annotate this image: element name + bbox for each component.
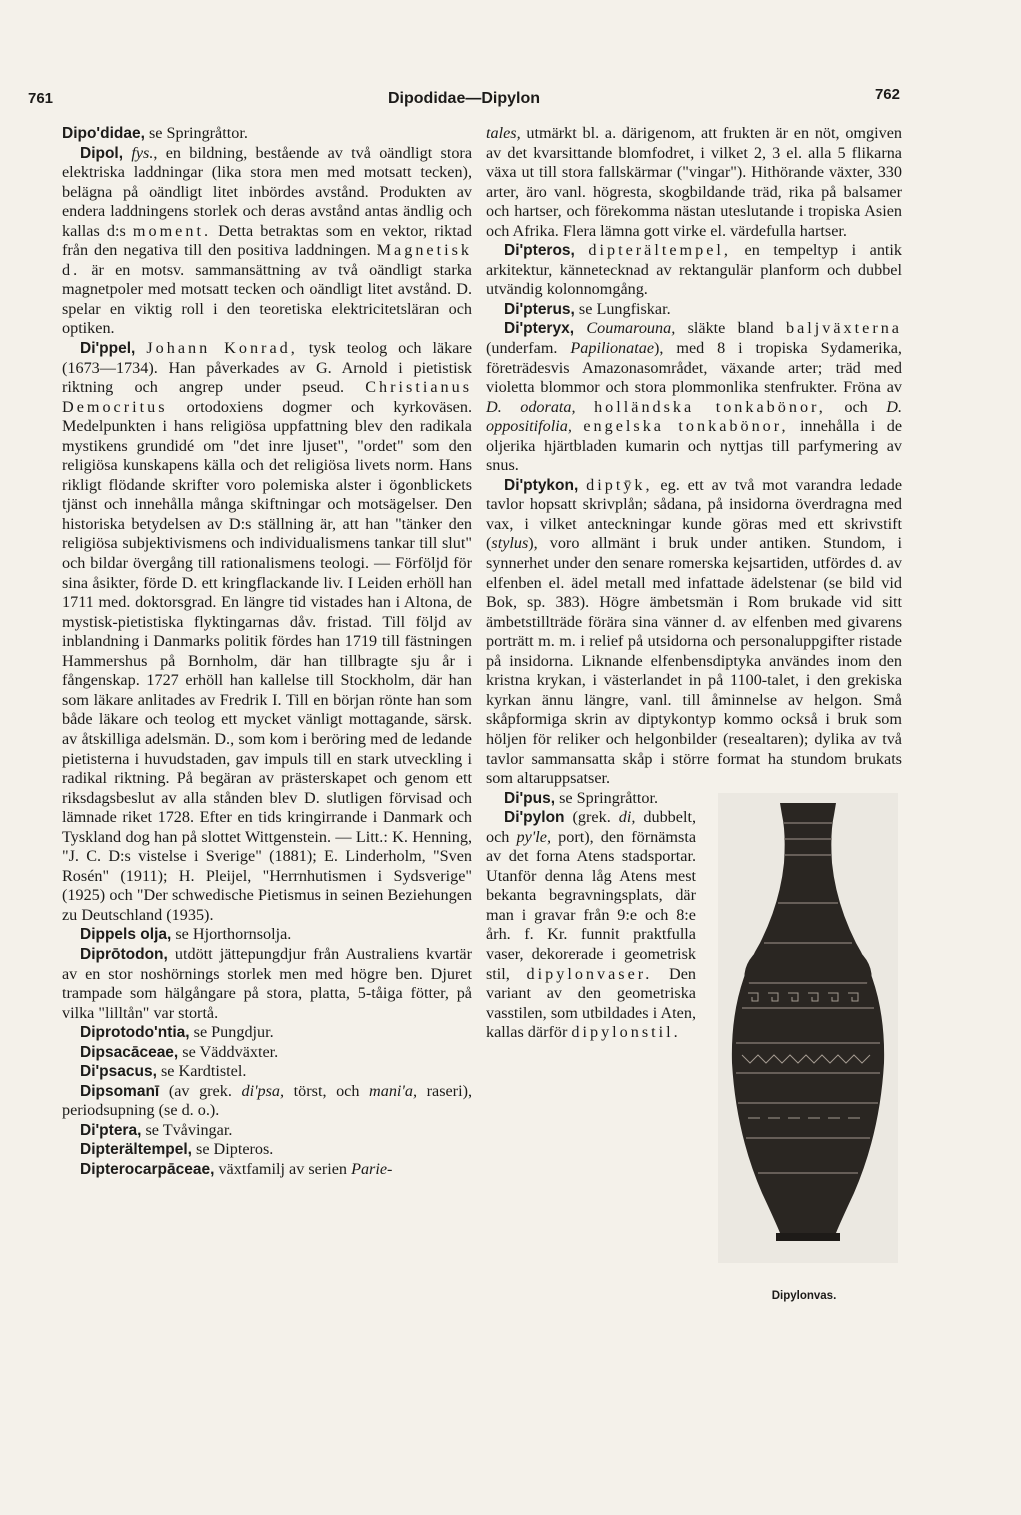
entry-dipterus: Di'pterus, se Lungfiskar.: [504, 299, 671, 318]
headword: Di'pteryx,: [504, 320, 575, 338]
entry-dipterocarpaceae-cont: tales, utmärkt bl. a. därigenom, att frukten är en nöt, omgiven av det kvarsittande blomfodret, i vilket 2, 3 el. alla 5 flikarna växa ut till stora fallskärmar ("vingar"). Hithörande växter, 330 arter, äro vanl. högresta, skogbildande träd, rika på balsamer och hartser, och förekomma nästan uteslutande i tropiska Asien och Afrika. Flera lämna gott virke el. värdefulla hartser.: [486, 124, 902, 240]
page-number-left: 761: [28, 90, 54, 107]
entry-diprotodontia: Diprotodo'ntia, se Pungdjur.: [80, 1023, 274, 1042]
page-header: [28, 86, 900, 118]
entry-dipylon: Di'pylon (grek. di, dubbelt, och py'le, port), den förnämsta av det forna Atens stadsportar. Utanför denna låg Atens mest bekanta begravningsplats, där man i gravar från 9:e och 8:e årh. f. Kr. funnit praktfulla vaser, dekorerade i geometrisk stil, dipylonvaser. Den variant av den geometriska vasstilen, som utbildades i Aten, kallas därför dipylonstil.: [486, 808, 696, 1042]
entry-diptera: Di'ptera, se Tvåvingar.: [80, 1120, 233, 1139]
headword: Di'pterus,: [504, 300, 575, 318]
headword: Di'ptera,: [80, 1121, 142, 1139]
entry-dipol: Dipol, fys., en bildning, bestående av två oändligt stora elektriska laddningar (lika stora men med motsatt tecken), belägna på oändligt litet inbördes avstånd. Produkten av endera laddningens storlek och deras avstånd antas ändlig och kallas d:s moment. Detta betraktas som en vektor, riktad från den negativa till den positiva laddningen. Magnetisk d. är en motsv. sammansättning av två oändligt starka magnetpoler med motsatt tecken och oändligt litet avstånd. D. spelar en viktig roll i den teoretiska elektricitetsläran och optiken.: [62, 143, 472, 338]
entry-dipsacaceae: Dipsacāceae, se Väddväxter.: [80, 1042, 279, 1061]
entry-dipodidae: Dipo'didae, se Springråttor.: [62, 124, 248, 142]
headword: Dipterocarpāceae,: [80, 1160, 215, 1178]
entry-dipteros: Di'pteros, dipterältempel, en tempeltyp i antik arkitektur, kännetecknad av rektangulär planform och dubbel utvändig kolonnomgång.: [486, 241, 902, 299]
headword: Di'ptykon,: [504, 476, 579, 494]
headword: Di'ppel,: [80, 340, 136, 358]
running-title: Dipodidae—Dipylon: [388, 90, 540, 107]
vase-illustration: [718, 793, 898, 1263]
entry-dipus: Di'pus, se Springråttor.: [504, 788, 659, 807]
headword: Di'pus,: [504, 789, 556, 807]
entry-dipsomani: Dipsomanī (av grek. di'psa, törst, och mani'a, raseri), periodsupning (se d. o.).: [62, 1081, 473, 1120]
entry-diptykon: Di'ptykon, diptȳk, eg. ett av två mot varandra ledade tavlor hopsatt skrivplån; sådana, på insidorna överdragna med vax, i vilket anteckningar kunde göras med ett skrivstift (stylus), voro allmänt i bruk under antiken. Stundom, i synnerhet under den senare romerska kejsartiden, utfördes d. av elfenben el. ädel metall med infattade ädelstenar (se bild vid Bok, sp. 383). Högre ämbetsmän i Rom brukade vid sitt ämbetstillträde förära sina vänner d. av elfenben med givarens porträtt m. m. i relief på utsidorna och personaluppgifter ristade på insidorna. Liknande elfenbensdiptyka användes inom den kristna krykan, i västerlandet in på 1100-talet, i den grekiska kyrkan ännu längre, vanl. till åminnelse av helgon. Små skåpformiga skrin av diptykontyp kommo också i bruk som höljen för reliker och helgonbilder (resealtaren); dylika av två tavlor sammansatta skåp i större format ha stundom brukats som altaruppsatser.: [486, 475, 903, 788]
left-column: [62, 124, 472, 1180]
headword: Dipsacāceae,: [80, 1043, 179, 1061]
headword: Di'pteros,: [504, 242, 575, 260]
headword: Dipol,: [80, 144, 124, 162]
headword: Diprotodo'ntia,: [80, 1024, 190, 1042]
headword: Dipterältempel,: [80, 1141, 192, 1159]
figure-caption: Dipylonvas.: [771, 1289, 837, 1302]
headword: Di'psacus,: [80, 1063, 157, 1081]
headword: Dipo'didae,: [62, 125, 145, 142]
headword: Dipsomanī: [80, 1082, 160, 1100]
figure-dipylon-vase: [706, 793, 902, 1313]
entry-dipterocarpaceae: Dipterocarpāceae, växtfamilj av serien Parie-: [80, 1159, 393, 1178]
entry-dippel: Di'ppel, Johann Konrad, tysk teolog och läkare (1673—1734). Han påverkades av G. Arnold i pietistisk riktning och angrep under pseud. Christianus Democritus ortodoxiens dogmer och kyrkoväsen. Medelpunkten i hans religiösa uppfattning blev den radikala mystikens grundidé om "det inre ljuset", "ordet" som den religiösa kunskapens källa och det religiösa livets norm. Hans rikligt flödande skrifter voro polemiska alster i ögonblickets tjänst och innehålla många skiftningar och motsägelser. Den historiska betydelsen av D:s ställning är, att han "tänker den religiösa subjektivismens och individualismens tankar till slut" och bildar övergång till rationalismens teologi. — Förföljd för sina åsikter, förde D. ett kringflackande liv. I Leiden erhöll han 1711 med. doktorsgrad. En längre tid vistades han i Altona, de mystisk-pietistiska flyktingarnas dåv. fristad. Till följd av inblandning i Danmarks politik fördes han 1719 till fästningen Hammershus på Bornholm, där han tillbragte sju år i fångenskap. 1727 erhöll han kallelse till Stockholm, där han som läkare anlitades av Fredrik I. Till en början rönte han som både läkare och teolog ett mycket vänligt mottagande, särsk. av åtskilliga adelsmän. D., som kom i beröring med de ledande pietisterna i huvudstaden, gav impuls till en stark utveckling i radikal riktning. På begäran av prästerskapet och genom ett riksdagsbeslut av alla stånden blev D. slutligen förvisad och lämnade riket 1728. Efter en tids kringirrande i Danmark och Tyskland dog han på slottet Wittgenstein. — Litt.: K. Henning, "J. C. D:s vistelse i Sverige" (1881); E. Linderholm, "Sven Rosén" (1911); H. Pleijel, "Herrnhutismen i Sydsverige" (1925) och "Der schwedische Pietismus in seinen Beziehungen zu Deutschland (1935).: [62, 339, 473, 924]
headword: Diprōtodon,: [80, 945, 168, 963]
entry-dippels-olja: Dippels olja, se Hjorthornsolja.: [80, 925, 292, 944]
right-column: [486, 124, 902, 1313]
headword: Dippels olja,: [80, 926, 172, 944]
headword: Di'pylon: [504, 809, 565, 827]
entry-dipteryx: Di'pteryx, Coumarouna, släkte bland baljväxterna (underfam. Papilionatae), med 8 i tropiska Sydamerika, företrädesvis Amazonasområdet, växande arter; träd med violetta blommor och stora plommonlika stenfrukter. Fröna av D. odorata, holländska tonkabönor, och D. oppositifolia, engelska tonkabönor, innehålla i de oljerika hjärtbladen kumarin och nyttjas till parfymering av snus.: [486, 319, 903, 475]
entry-dipteraltempel: Dipterältempel, se Dipteros.: [80, 1140, 274, 1159]
entry-diprotodon: Diprōtodon, utdött jättepungdjur från Australiens kvartär av en stor noshörnings storlek men med högre ben. Djuret trampade som hälgångare på stora, platta, 5-tåiga fötter, på vilka "lilltån" var stortå.: [62, 944, 472, 1022]
entry-dipsacus: Di'psacus, se Kardtistel.: [80, 1062, 247, 1081]
page-number-right: 762: [874, 86, 900, 103]
